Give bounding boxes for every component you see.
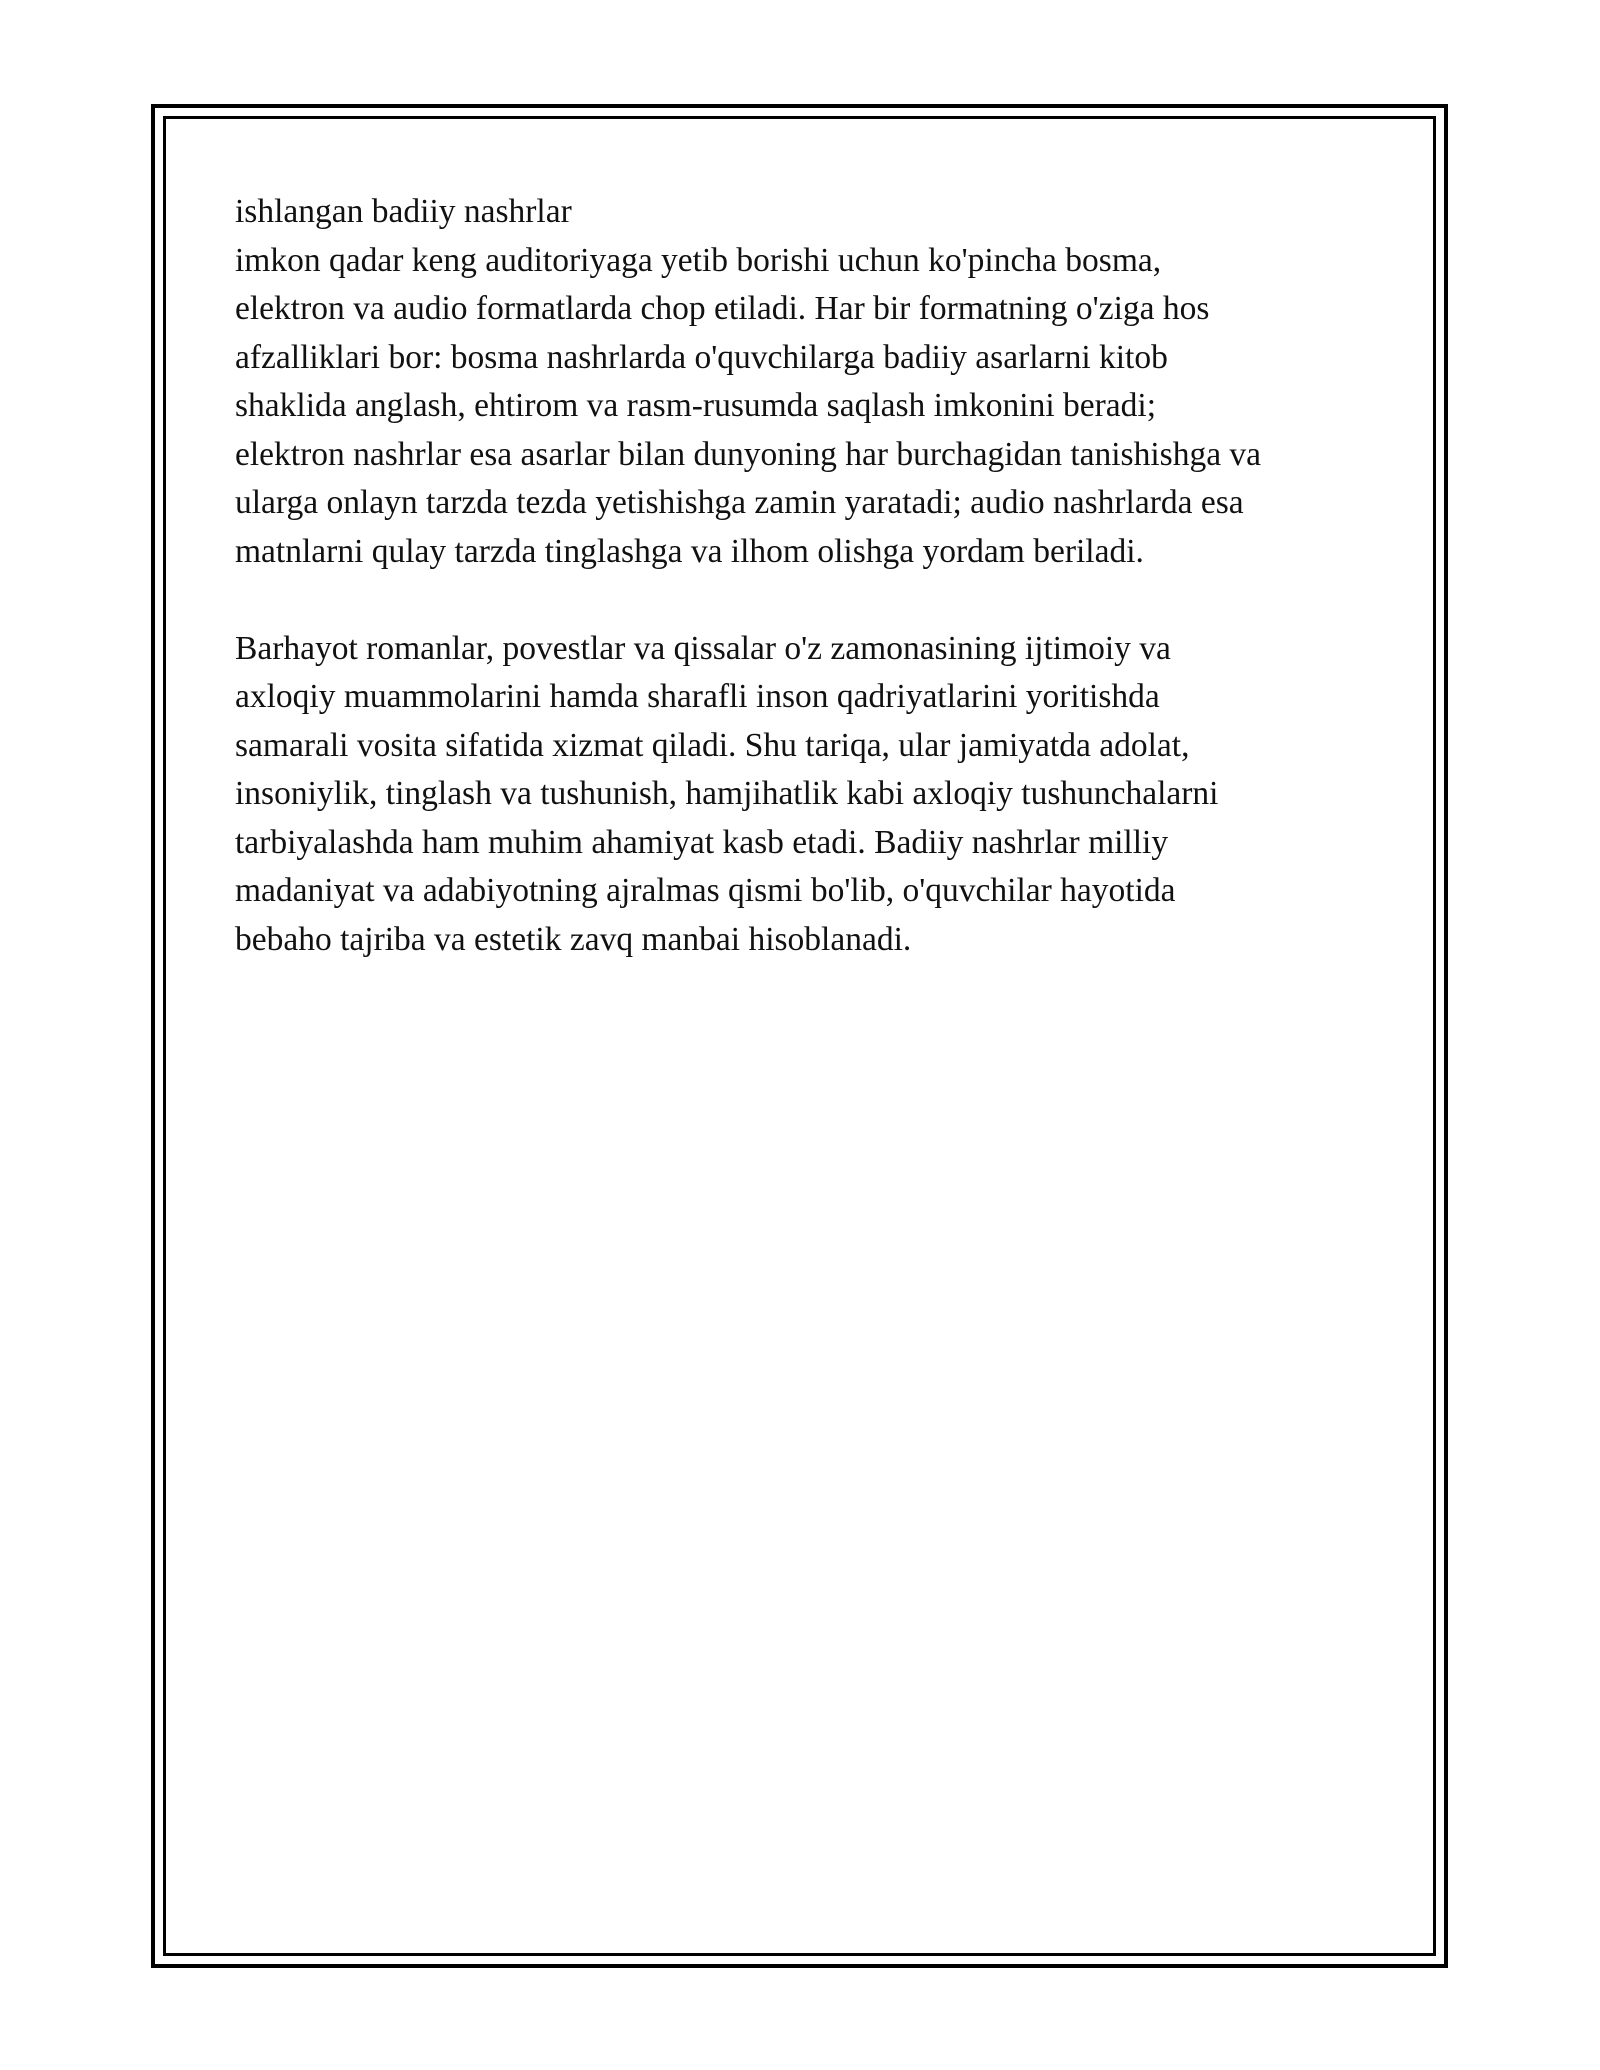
text-line: madaniyat va adabiyotning ajralmas qismi bo'lib, o'quvchilar hayotida	[235, 872, 1176, 909]
text-line: matnlarni qulay tarzda tinglashga va ilhom olishga yordam beriladi.	[235, 532, 1144, 570]
text-line: insoniylik, tinglash va tushunish, hamjihatlik kabi axloqiy tushunchalarni	[235, 775, 1219, 812]
text-line: axloqiy muammolarini hamda sharafli inson qadriyatlarini yoritishda	[235, 678, 1160, 715]
paragraph-spacer	[235, 576, 1375, 625]
text-line: bebaho tajriba va estetik zavq manbai hisoblanadi.	[235, 920, 912, 958]
text-line: elektron va audio formatlarda chop etiladi. Har bir formatning o'ziga hos	[235, 290, 1210, 327]
paragraph-2	[235, 625, 1375, 965]
text-line: ularga onlayn tarzda tezda yetishishga zamin yaratadi; audio nashrlarda esa	[235, 484, 1244, 521]
text-line: Barhayot romanlar, povestlar va qissalar o'z zamonasining ijtimoiy va	[235, 629, 1171, 667]
paragraph-1	[235, 188, 1375, 576]
text-line: samarali vosita sifatida xizmat qiladi. Shu tariqa, ular jamiyatda adolat,	[235, 726, 1190, 764]
text-line: ishlangan badiiy nashrlar	[235, 193, 572, 230]
text-line: tarbiyalashda ham muhim ahamiyat kasb etadi. Badiiy nashrlar milliy	[235, 823, 1169, 861]
document-body	[235, 188, 1375, 964]
text-line: afzalliklari bor: bosma nashrlarda o'quvchilarga badiiy asarlarni kitob	[235, 338, 1168, 376]
text-line: elektron nashrlar esa asarlar bilan dunyoning har burchagidan tanishishga va	[235, 435, 1262, 473]
text-line: imkon qadar keng auditoriyaga yetib borishi uchun ko'pincha bosma,	[235, 241, 1162, 279]
text-line: shaklida anglash, ehtirom va rasm-rusumda saqlash imkonini beradi;	[235, 387, 1157, 424]
